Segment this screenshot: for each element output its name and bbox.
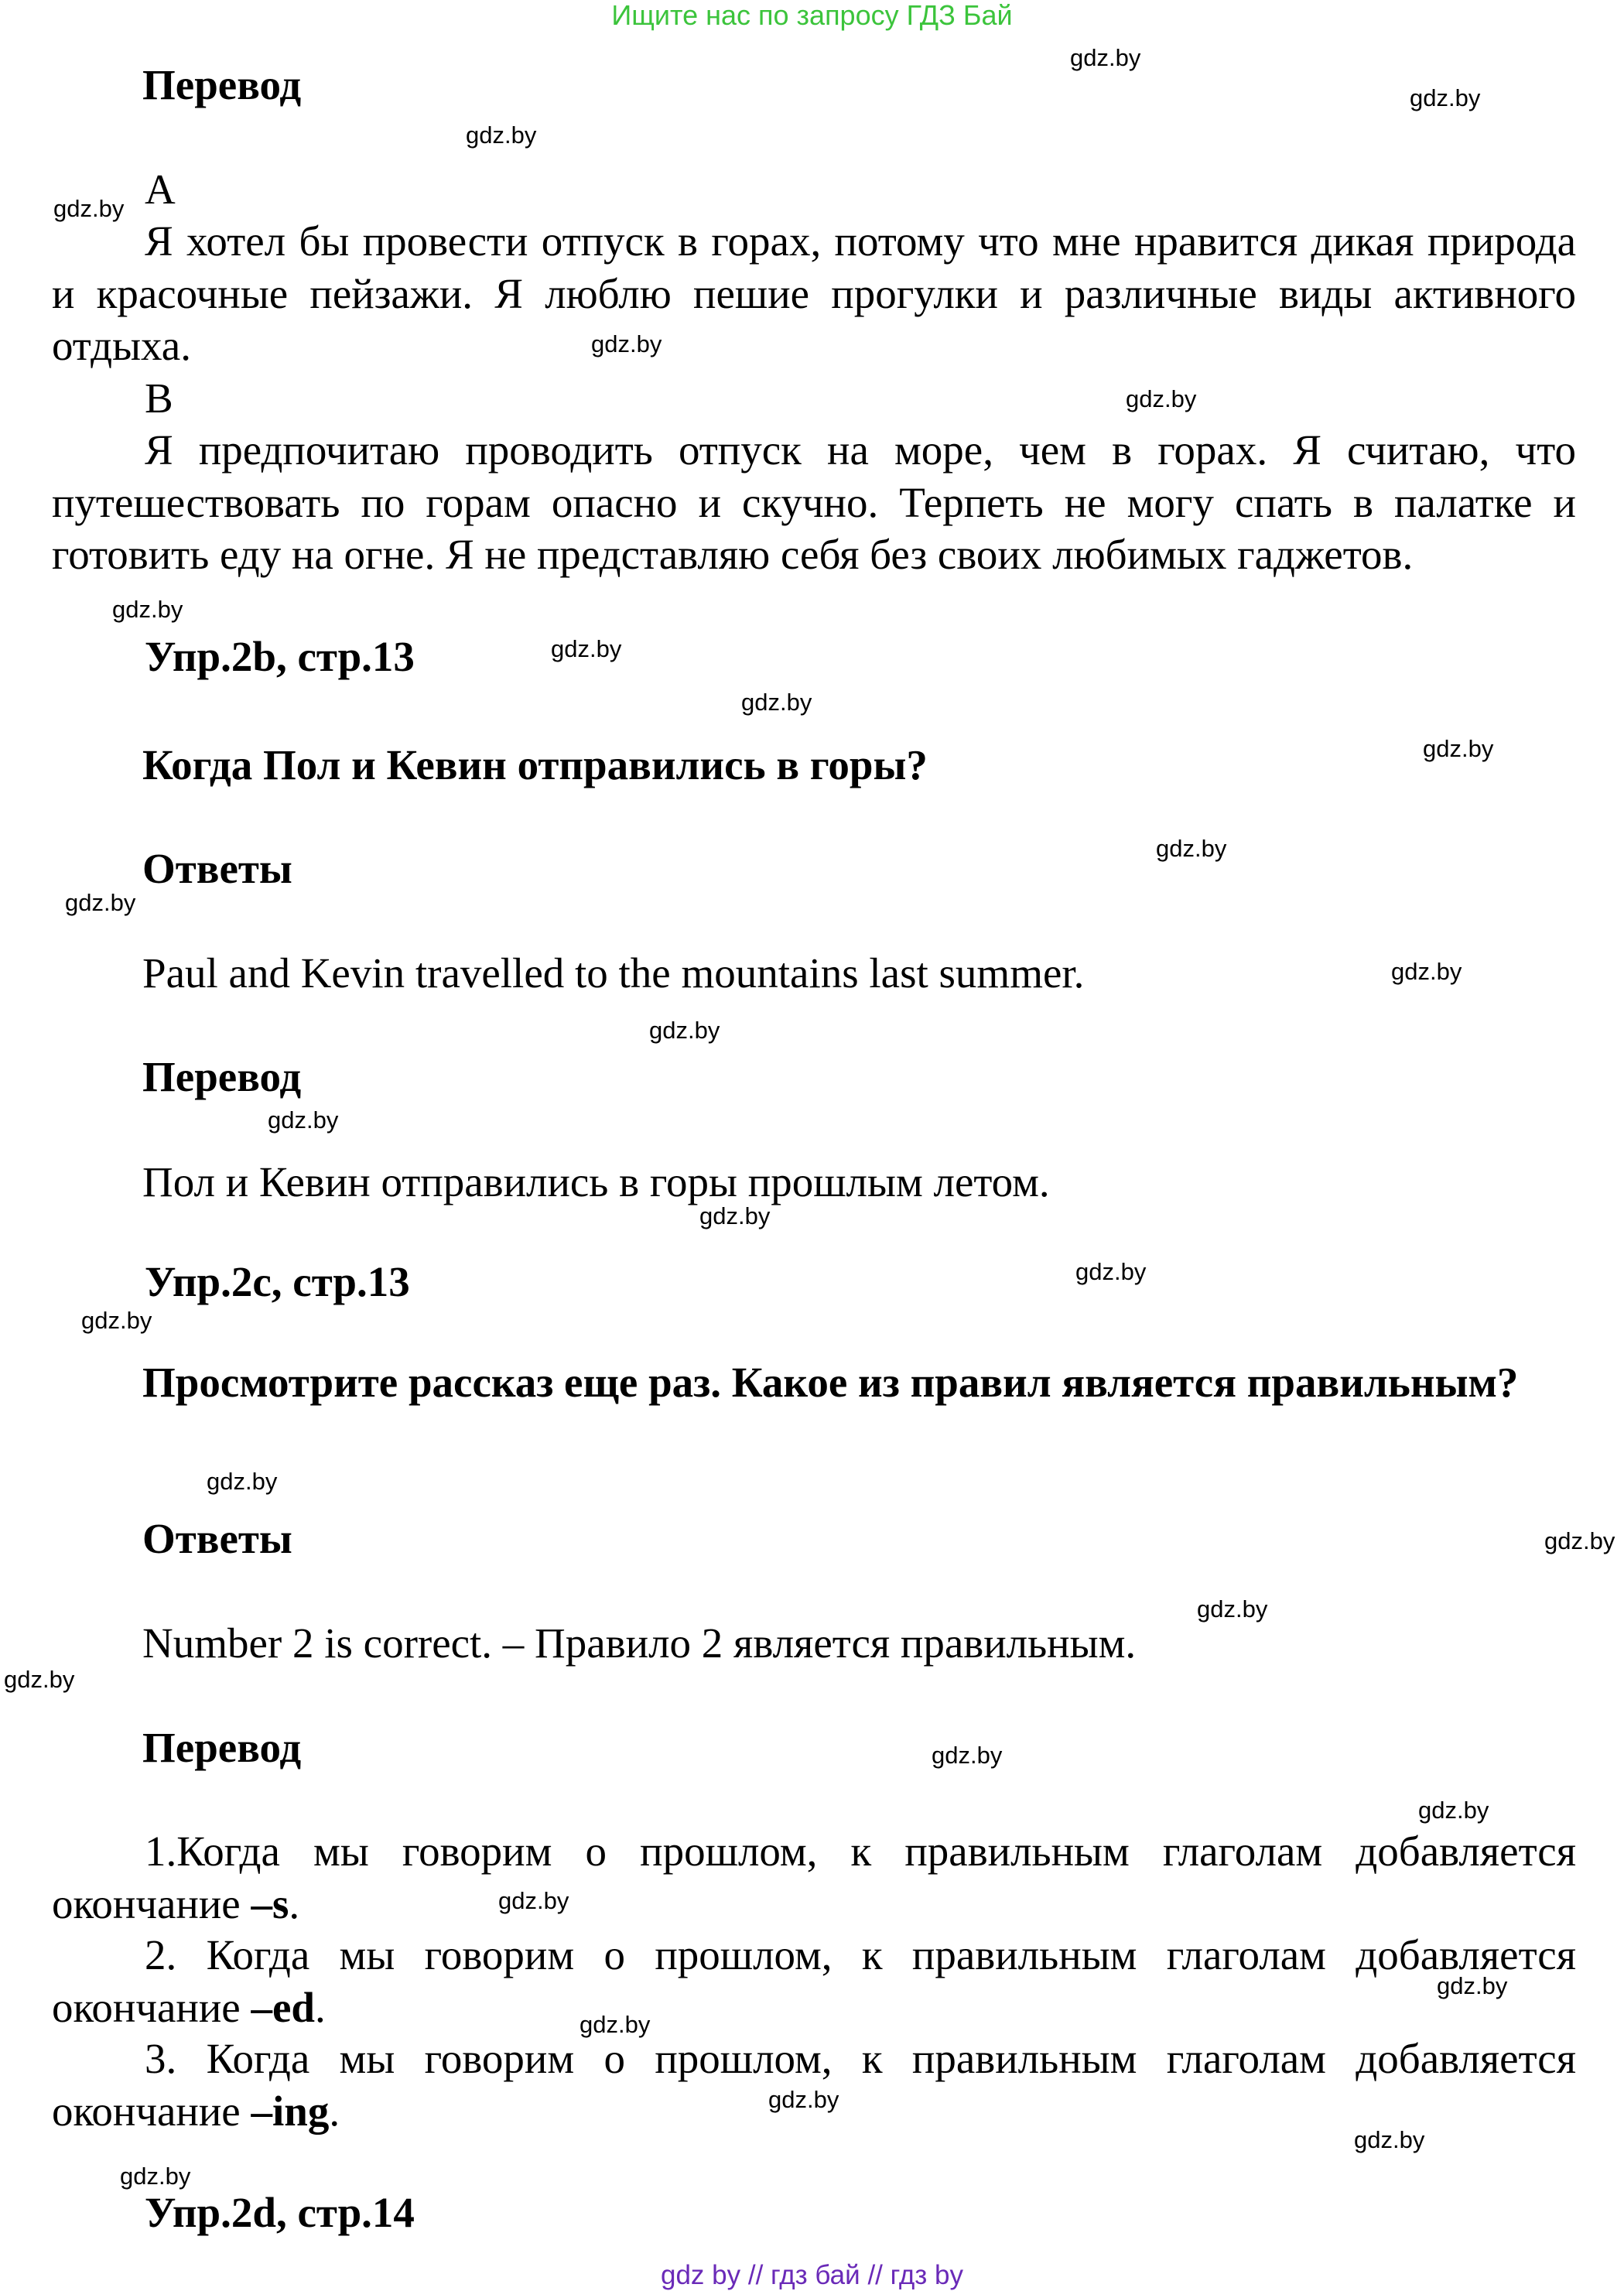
- watermark-text: gdz.by: [268, 1106, 339, 1134]
- rule-item: [52, 1929, 1576, 2033]
- exercise-2c-answer: Number 2 is correct. – Правило 2 является правильным.: [142, 1619, 1137, 1667]
- exercise-2b-question: Когда Пол и Кевин отправились в горы?: [142, 741, 928, 788]
- exercise-2b-translation: Пол и Кевин отправились в горы прошлым летом.: [142, 1158, 1050, 1205]
- watermark-text: gdz.by: [551, 635, 622, 662]
- footer-separator: //: [747, 2260, 764, 2290]
- watermark-text: gdz.by: [1410, 84, 1481, 111]
- watermark-text: gdz.by: [466, 121, 537, 149]
- watermark-text: gdz.by: [1075, 1258, 1147, 1285]
- rule-item: [52, 1825, 1576, 1930]
- section-a-text: Я хотел бы провести отпуск в горах, потому что мне нравится дикая природа и красочные пейзажи. Я люблю пешие прогулки и различные виды активного отдыха.: [52, 217, 1576, 369]
- watermark-text: gdz.by: [932, 1742, 1003, 1769]
- rule-end: .: [289, 1879, 300, 1927]
- footer-link-gdz-by-cyr[interactable]: гдз by: [890, 2260, 963, 2290]
- watermark-text: gdz.by: [1418, 1797, 1489, 1824]
- rule-ending: –ed: [251, 1983, 315, 2031]
- rule-end: .: [314, 1983, 326, 2031]
- footer-separator: //: [867, 2260, 883, 2290]
- section-a-label: А: [145, 166, 176, 213]
- watermark-text: gdz.by: [580, 2011, 651, 2038]
- rule-text: 3. Когда мы говорим о прошлом, к правильным глаголам добавляется окончание: [52, 2035, 1576, 2135]
- watermark-text: gdz.by: [591, 330, 662, 357]
- watermark-text: gdz.by: [1156, 835, 1227, 862]
- translation-heading: Перевод: [142, 1053, 302, 1100]
- answers-heading: Ответы: [142, 1515, 292, 1562]
- rule-text: 2. Когда мы говорим о прошлом, к правильным глаголам добавляется окончание: [52, 1931, 1576, 2031]
- footer-link-gdz-bay[interactable]: гдз бай: [771, 2260, 860, 2290]
- watermark-text: gdz.by: [1544, 1527, 1615, 1554]
- translation-heading: Перевод: [142, 61, 302, 108]
- section-b-text: Я предпочитаю проводить отпуск на море, чем в горах. Я считаю, что путешествовать по горам опасно и скучно. Терпеть не могу спать в палатке и готовить еду на огне. Я не представляю себя без своих любимых гаджетов.: [52, 426, 1576, 578]
- translation-heading: Перевод: [142, 1724, 302, 1771]
- watermark-text: gdz.by: [1197, 1595, 1268, 1623]
- watermark-text: gdz.by: [1070, 44, 1141, 71]
- watermark-text: gdz.by: [4, 1666, 75, 1693]
- watermark-text: gdz.by: [699, 1202, 771, 1229]
- watermark-text: gdz.by: [65, 889, 136, 916]
- exercise-2c-question: Просмотрите рассказ еще раз. Какое из правил является правильным?: [142, 1359, 1519, 1406]
- exercise-2d-title: Упр.2d, стр.14: [145, 2189, 415, 2236]
- section-b-label: В: [145, 374, 173, 422]
- answers-heading: Ответы: [142, 845, 292, 892]
- watermark-text: gdz.by: [1423, 735, 1494, 762]
- rule-item: [52, 2033, 1576, 2137]
- rule-end: .: [329, 2087, 340, 2135]
- exercise-2b-title: Упр.2b, стр.13: [145, 633, 415, 680]
- watermark-text: gdz.by: [53, 195, 125, 222]
- watermark-text: gdz.by: [120, 2163, 191, 2190]
- watermark-text: gdz.by: [1354, 2126, 1425, 2153]
- watermark-text: gdz.by: [112, 596, 183, 623]
- exercise-2b-answer: Paul and Kevin travelled to the mountains last summer.: [142, 949, 1085, 997]
- watermark-text: gdz.by: [1437, 1972, 1508, 1999]
- footer-link-gdz-by[interactable]: gdz by: [661, 2260, 741, 2290]
- watermark-text: gdz.by: [498, 1887, 569, 1914]
- watermark-text: gdz.by: [741, 689, 812, 716]
- watermark-text: gdz.by: [1391, 958, 1462, 985]
- watermark-text: gdz.by: [1126, 385, 1197, 412]
- rule-text: 1.Когда мы говорим о прошлом, к правильным глаголам добавляется окончание: [52, 1828, 1576, 1927]
- search-hint-banner: Ищите нас по запросу ГДЗ Бай: [611, 0, 1013, 31]
- exercise-2c-title: Упр.2c, стр.13: [145, 1258, 410, 1305]
- watermark-text: gdz.by: [207, 1468, 278, 1495]
- footer-links: [0, 2261, 1624, 2290]
- rule-ending: –ing: [251, 2087, 330, 2135]
- rule-ending: –s: [251, 1879, 289, 1927]
- watermark-text: gdz.by: [649, 1017, 720, 1044]
- watermark-text: gdz.by: [81, 1307, 152, 1334]
- watermark-text: gdz.by: [768, 2086, 839, 2113]
